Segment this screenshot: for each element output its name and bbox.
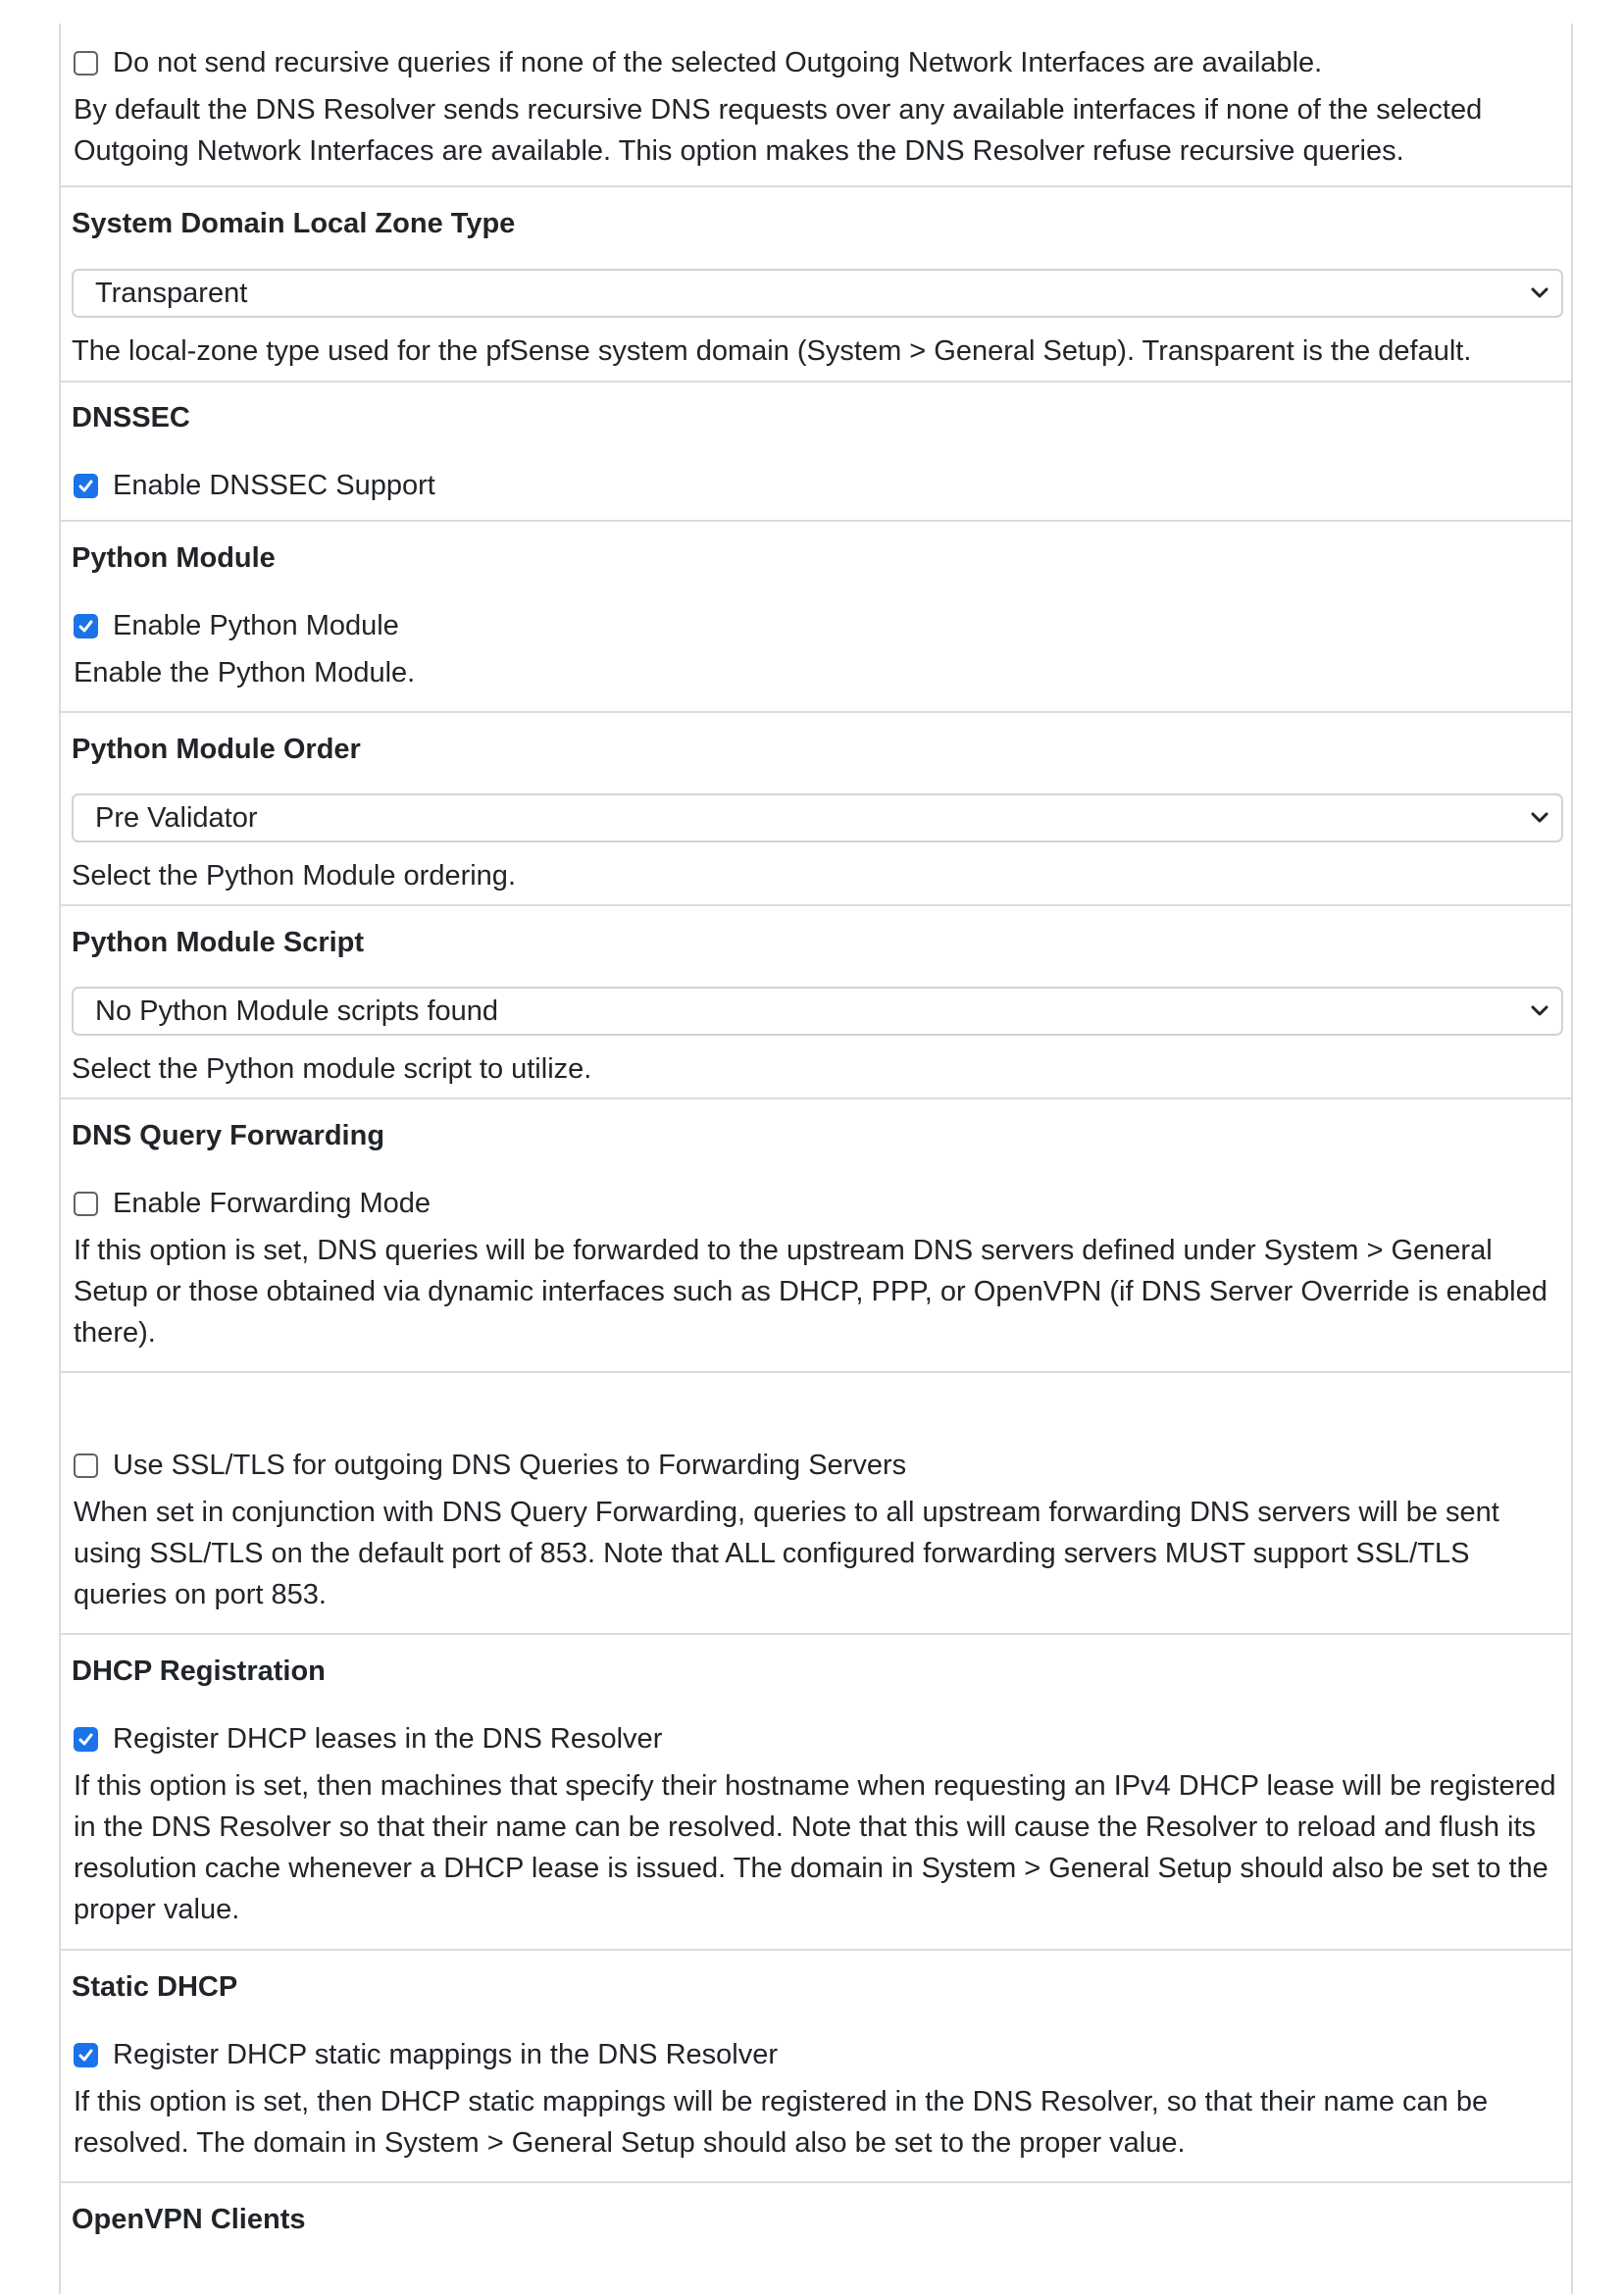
section-divider [61, 185, 1571, 187]
local-zone-heading: System Domain Local Zone Type [72, 208, 516, 239]
python-order-help-text: Select the Python Module ordering. [72, 860, 516, 892]
python-module-checkbox-row[interactable] [74, 608, 399, 643]
static-dhcp-heading: Static DHCP [72, 1971, 238, 2003]
ssl-tls-checkbox-row[interactable] [74, 1448, 906, 1483]
section-divider [61, 1371, 1571, 1373]
recursion-help-text: By default the DNS Resolver sends recursive DNS requests over any available interfaces if none of the selected Outgoing Network Interfaces are available. This option makes the DNS Resolver refuse recursive queries. [74, 94, 1483, 167]
python-module-checkbox[interactable] [74, 614, 98, 638]
forwarding-checkbox-label: Enable Forwarding Mode [113, 1188, 431, 1219]
static-dhcp-help-text: If this option is set, then DHCP static mappings will be registered in the DNS Resolver, so that their name can be resolved. The domain in System > General Setup should also be set to the proper value. [74, 2086, 1489, 2159]
python-order-select-value: Pre Validator [95, 802, 258, 834]
chevron-down-icon [1530, 1003, 1549, 1019]
python-script-select-value: No Python Module scripts found [95, 995, 499, 1027]
recursion-checkbox[interactable] [74, 51, 98, 76]
python-module-help-text: Enable the Python Module. [74, 657, 416, 688]
dhcp-registration-heading: DHCP Registration [72, 1656, 326, 1687]
recursion-checkbox-label: Do not send recursive queries if none of the selected Outgoing Network Interfaces are available. [113, 47, 1323, 78]
checkmark-icon [77, 1731, 94, 1748]
python-script-help-text: Select the Python module script to utilize. [72, 1053, 592, 1085]
openvpn-clients-heading: OpenVPN Clients [72, 2204, 306, 2235]
section-divider [61, 381, 1571, 382]
python-order-heading: Python Module Order [72, 734, 361, 765]
python-script-select[interactable] [72, 987, 1563, 1036]
section-divider [61, 904, 1571, 906]
checkmark-icon [77, 2047, 94, 2064]
section-divider [61, 1949, 1571, 1951]
ssl-tls-checkbox-label: Use SSL/TLS for outgoing DNS Queries to Forwarding Servers [113, 1450, 907, 1481]
dhcp-registration-checkbox[interactable] [74, 1727, 98, 1752]
dnssec-heading: DNSSEC [72, 402, 190, 433]
forwarding-heading: DNS Query Forwarding [72, 1120, 385, 1151]
static-dhcp-checkbox-row[interactable] [74, 2037, 778, 2072]
forwarding-help-text: If this option is set, DNS queries will be forwarded to the upstream DNS servers defined under System > General Setup or those obtained via dynamic interfaces such as DHCP, PPP, or OpenVPN (if DNS Server Override is enabled there). [74, 1235, 1548, 1349]
forwarding-checkbox[interactable] [74, 1192, 98, 1216]
dhcp-registration-checkbox-label: Register DHCP leases in the DNS Resolver [113, 1723, 663, 1755]
python-module-heading: Python Module [72, 542, 276, 574]
dnssec-checkbox[interactable] [74, 474, 98, 498]
dnssec-checkbox-row[interactable] [74, 468, 435, 503]
recursion-checkbox-row[interactable] [74, 45, 1322, 80]
checkmark-icon [77, 618, 94, 635]
local-zone-select-value: Transparent [95, 278, 248, 309]
dhcp-registration-help-text: If this option is set, then machines that specify their hostname when requesting an IPv4 DHCP lease will be registered in the DNS Resolver so that their name can be resolved. Note that this will cause the Resolver to reload and flush its resolution cache whenever a DHCP lease is issued. The domain in System > General Setup should also be set to the proper value. [74, 1770, 1556, 1925]
python-order-select[interactable] [72, 793, 1563, 842]
chevron-down-icon [1530, 810, 1549, 826]
local-zone-select[interactable] [72, 269, 1563, 318]
ssl-tls-help-text: When set in conjunction with DNS Query Forwarding, queries to all upstream forwarding DNS servers will be sent using SSL/TLS on the default port of 853. Note that ALL configured forwarding servers MUST support SSL/TLS queries on port 853. [74, 1497, 1499, 1610]
forwarding-checkbox-row[interactable] [74, 1186, 431, 1221]
python-module-checkbox-label: Enable Python Module [113, 610, 399, 641]
ssl-tls-checkbox[interactable] [74, 1453, 98, 1478]
section-divider [61, 1097, 1571, 1099]
local-zone-help-text: The local-zone type used for the pfSense system domain (System > General Setup). Transparent is the default. [72, 335, 1472, 367]
section-divider [61, 1633, 1571, 1635]
section-divider [61, 711, 1571, 713]
static-dhcp-checkbox[interactable] [74, 2043, 98, 2067]
checkmark-icon [77, 478, 94, 494]
dns-resolver-settings-panel [59, 24, 1573, 2294]
python-script-heading: Python Module Script [72, 927, 365, 958]
chevron-down-icon [1530, 285, 1549, 301]
section-divider [61, 2181, 1571, 2183]
dhcp-registration-checkbox-row[interactable] [74, 1721, 662, 1757]
static-dhcp-checkbox-label: Register DHCP static mappings in the DNS Resolver [113, 2039, 779, 2070]
section-divider [61, 520, 1571, 522]
dnssec-checkbox-label: Enable DNSSEC Support [113, 470, 435, 501]
